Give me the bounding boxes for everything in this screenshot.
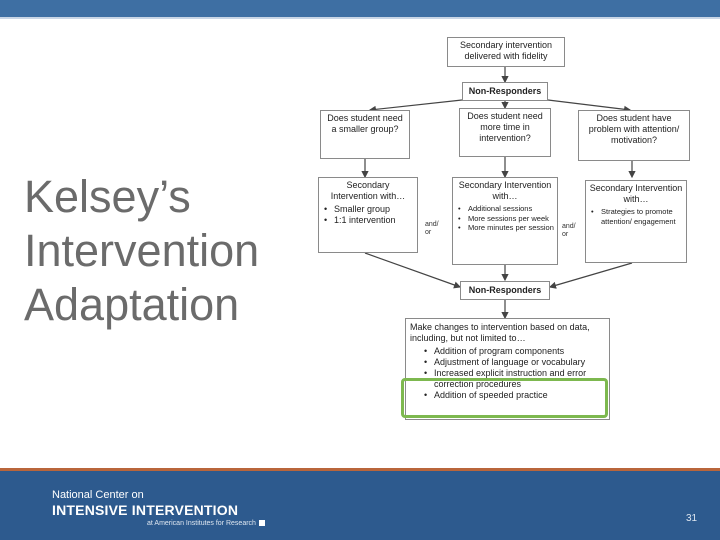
title-line-1: Kelsey’s <box>24 171 191 222</box>
highlight-box <box>401 378 608 418</box>
page-number: 31 <box>686 513 698 524</box>
intervention-3-heading: Secondary Intervention with… <box>589 183 683 204</box>
box-intervention-time <box>452 177 558 265</box>
logo-square-icon <box>259 520 265 526</box>
changes-heading: Make changes to intervention based on data, including, but not limited to… <box>410 322 590 343</box>
intervention-1-heading: Secondary Intervention with… <box>330 180 406 201</box>
box-question-smaller-group <box>320 110 410 159</box>
footer-org-line-3-text: at American Institutes for Research <box>147 520 256 527</box>
title-line-3: Adaptation <box>24 279 240 330</box>
non-responders-top-text: Non-Responders <box>468 86 542 96</box>
intervention-2-item: • More sessions per week <box>458 214 554 224</box>
footer-org-line-2: INTENSIVE INTERVENTION <box>52 502 239 518</box>
and-or-label-1: and/ or <box>425 221 439 236</box>
box-fidelity <box>447 37 565 67</box>
box-fidelity-text: Secondary intervention delivered with fidelity <box>459 40 553 61</box>
box-question-attention <box>578 110 690 161</box>
changes-item: • Adjustment of language or vocabulary <box>424 357 605 368</box>
box-question-more-time <box>459 108 551 157</box>
non-responders-bottom-text: Non-Responders <box>468 285 542 295</box>
footer-org-line-1: National Center on <box>52 489 144 501</box>
and-or-label-2: and/ or <box>562 223 576 238</box>
intervention-2-item: • More minutes per session <box>458 223 554 233</box>
box-non-responders-bottom <box>460 281 550 300</box>
intervention-1-item: • Smaller group <box>324 204 414 215</box>
question-1-text: Does student need a smaller group? <box>327 113 403 134</box>
footer-org-line-3 <box>147 520 265 527</box>
changes-item: • Addition of program components <box>424 346 605 357</box>
changes-item: • Increased explicit instruction and error correction procedures <box>424 368 605 390</box>
changes-item: • Addition of speeded practice <box>424 390 605 401</box>
intervention-1-item: • 1:1 intervention <box>324 215 414 226</box>
title-line-2: Intervention <box>24 225 260 276</box>
question-2-text: Does student need more time in intervention? <box>467 111 543 143</box>
question-3-text: Does student have problem with attention/ motivation? <box>588 113 680 145</box>
arrow-int3-to-nonresponders <box>550 263 632 287</box>
intervention-3-item: • Strategies to promote attention/ engagement <box>591 207 683 226</box>
box-intervention-group <box>318 177 418 253</box>
arrow-nonresponders-to-q1 <box>370 100 462 110</box>
arrow-int1-to-nonresponders <box>365 253 460 287</box>
arrow-nonresponders-to-q3 <box>548 100 630 110</box>
intervention-2-item: • Additional sessions <box>458 204 554 214</box>
intervention-2-heading: Secondary Intervention with… <box>458 180 552 201</box>
box-non-responders-top <box>462 82 548 101</box>
box-intervention-attention <box>585 180 687 263</box>
